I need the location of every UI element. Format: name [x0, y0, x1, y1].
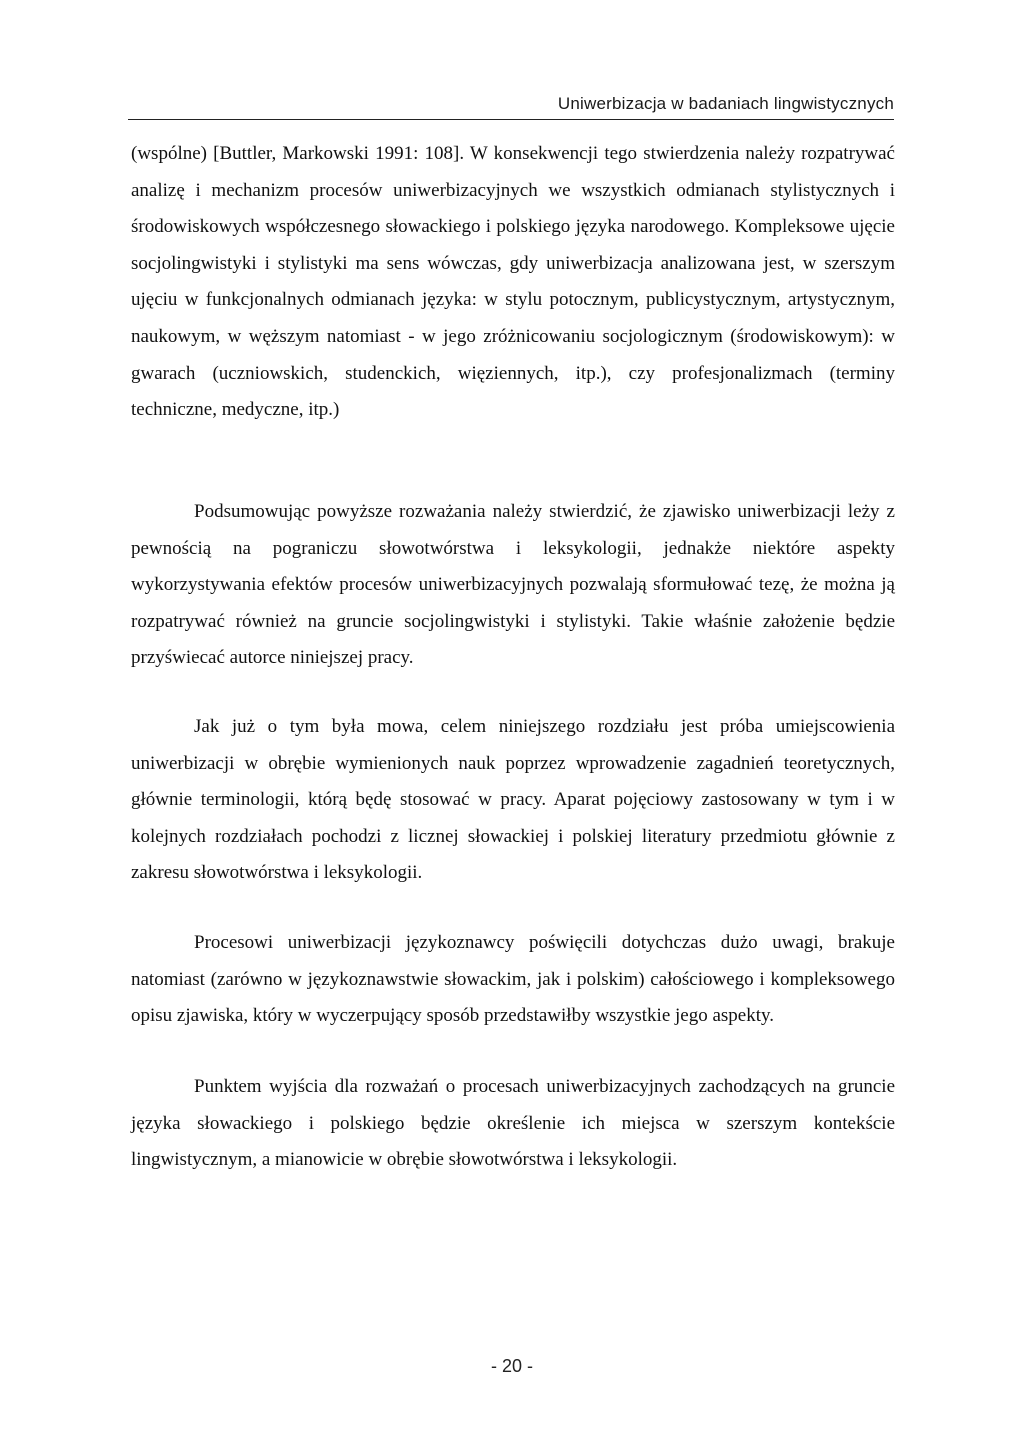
header-rule [128, 119, 894, 120]
paragraph-block-3 [131, 709, 895, 892]
paragraph: Punktem wyjścia dla rozważań o procesach uniwerbizacyjnych zachodzących na gruncie języka słowackiego i polskiego będzie określenie ich miejsca w szerszym kontekście lingwistycznym, a mianowicie w obrębie słowotwórstwa i leksykologii. [131, 1076, 895, 1171]
paragraph: Jak już o tym była mowa, celem niniejszego rozdziału jest próba umiejscowienia uniwerbizacji w obrębie wymienionych nauk poprzez wprowadzenie zagadnień teoretycznych, głównie terminologii, którą będę stosować w pracy. Aparat pojęciowy zastosowany w tym i w kolejnych rozdziałach pochodzi z licznej słowackiej i polskiej literatury przedmiotu głównie z zakresu słowotwórstwa i leksykologii. [131, 716, 895, 884]
paragraph-block-2 [131, 494, 895, 677]
paragraph: Procesowi uniwerbizacji językoznawcy poświęcili dotychczas dużo uwagi, brakuje natomiast (zarówno w językoznawstwie słowackim, jak i polskim) całościowego i kompleksowego opisu zjawiska, który w wyczerpujący sposób przedstawiłby wszystkie jego aspekty. [131, 932, 895, 1027]
running-header: Uniwerbizacja w badaniach lingwistycznych [557, 94, 894, 113]
paragraph-block-1 [131, 136, 895, 429]
page-number: - 20 - [490, 1356, 533, 1376]
paragraph: (wspólne) [Buttler, Markowski 1991: 108]. W konsekwencji tego stwierdzenia należy rozpatrywać analizę i mechanizm procesów uniwerbizacyjnych we wszystkich odmianach stylistycznych i środowiskowych współczesnego słowackiego i polskiego języka narodowego. Kompleksowe ujęcie socjolingwistyki i stylistyki ma sens wówczas, gdy uniwerbizacja analizowana jest, w szerszym ujęciu w funkcjonalnych odmianach języka: w stylu potocznym, publicystycznym, artystycznym, naukowym, w węższym natomiast - w jego zróżnicowaniu socjologicznym (środowiskowym): w gwarach (uczniowskich, studenckich, więziennych, itp.), czy profesjonalizmach (terminy techniczne, medyczne, itp.) [131, 143, 895, 421]
paragraph: Podsumowując powyższe rozważania należy stwierdzić, że zjawisko uniwerbizacji leży z pewnością na pograniczu słowotwórstwa i leksykologii, jednakże niektóre aspekty wykorzystywania efektów procesów uniwerbizacyjnych pozwalają sformułować tezę, że można ją rozpatrywać również na gruncie socjolingwistyki i stylistyki. Takie właśnie założenie będzie przyświecać autorce niniejszej pracy. [131, 501, 895, 669]
paragraph-block-4 [131, 925, 895, 1035]
paragraph-block-5 [131, 1069, 895, 1179]
